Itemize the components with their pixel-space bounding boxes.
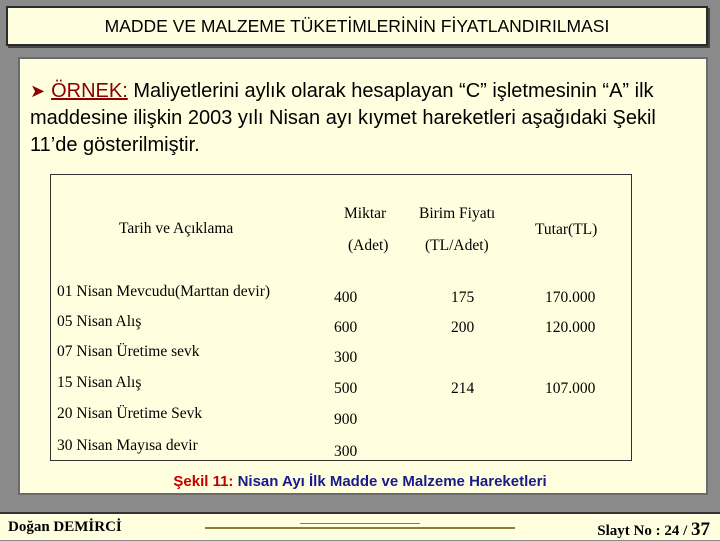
row-4-description: 15 Nisan Alış	[57, 374, 142, 391]
slide-number-separator: /	[679, 523, 691, 539]
row-6-description: 30 Nisan Mayısa devir	[57, 437, 198, 454]
header-amount: Tutar(TL)	[535, 221, 598, 238]
slide-footer	[0, 512, 720, 540]
figure-caption	[0, 473, 720, 490]
row-2-description: 05 Nisan Alış	[57, 313, 142, 330]
row-3-quantity: 300	[334, 349, 358, 366]
row-5-quantity: 900	[334, 411, 358, 428]
header-unit-price: Birim Fiyatı	[419, 205, 496, 222]
author-name: Doğan DEMİRCİ	[8, 519, 122, 535]
row-4-quantity: 500	[334, 380, 358, 397]
arrow-bullet-icon: ➤	[30, 81, 46, 101]
footer-divider	[205, 527, 515, 529]
example-label: ÖRNEK:	[51, 80, 128, 102]
slide-number-prefix: Slayt No :	[597, 523, 665, 539]
slide-title: MADDE VE MALZEME TÜKETİMLERİNİN FİYATLANDIRILMASI	[104, 15, 610, 36]
row-6-quantity: 300	[334, 443, 358, 460]
row-2-price: 200	[451, 319, 475, 336]
caption-text: Nisan Ayı İlk Madde ve Malzeme Hareketleri	[233, 473, 547, 490]
row-4-amount: 107.000	[545, 380, 596, 397]
row-1-price: 175	[451, 289, 475, 306]
header-unit-price-unit: (TL/Adet)	[425, 237, 489, 254]
movements-table	[50, 174, 632, 461]
row-3-description: 07 Nisan Üretime sevk	[57, 343, 200, 360]
slide-title-bar	[6, 6, 708, 46]
header-quantity: Miktar	[344, 205, 387, 222]
row-1-amount: 170.000	[545, 289, 596, 306]
row-5-description: 20 Nisan Üretime Sevk	[57, 405, 203, 422]
row-1-quantity: 400	[334, 289, 358, 306]
intro-text: Maliyetlerini aylık olarak hesaplayan “C” işletmesinin “A” ilk maddesine ilişkin 2003 yılı Nisan ayı kıymet hareketleri aşağıdaki Şekil 11’de gösterilmiştir.	[30, 80, 656, 156]
row-2-quantity: 600	[334, 319, 358, 336]
slide-number-current: 24	[664, 523, 680, 539]
slide-number	[597, 519, 710, 541]
intro-paragraph	[30, 78, 670, 159]
slide-number-total: 37	[691, 519, 710, 540]
header-description: Tarih ve Açıklama	[119, 220, 234, 237]
caption-label: Şekil 11:	[173, 473, 234, 490]
row-1-description: 01 Nisan Mevcudu(Marttan devir)	[57, 283, 271, 300]
header-quantity-unit: (Adet)	[348, 237, 389, 254]
footer-divider-accent	[300, 523, 420, 524]
row-4-price: 214	[451, 380, 475, 397]
row-2-amount: 120.000	[545, 319, 596, 336]
